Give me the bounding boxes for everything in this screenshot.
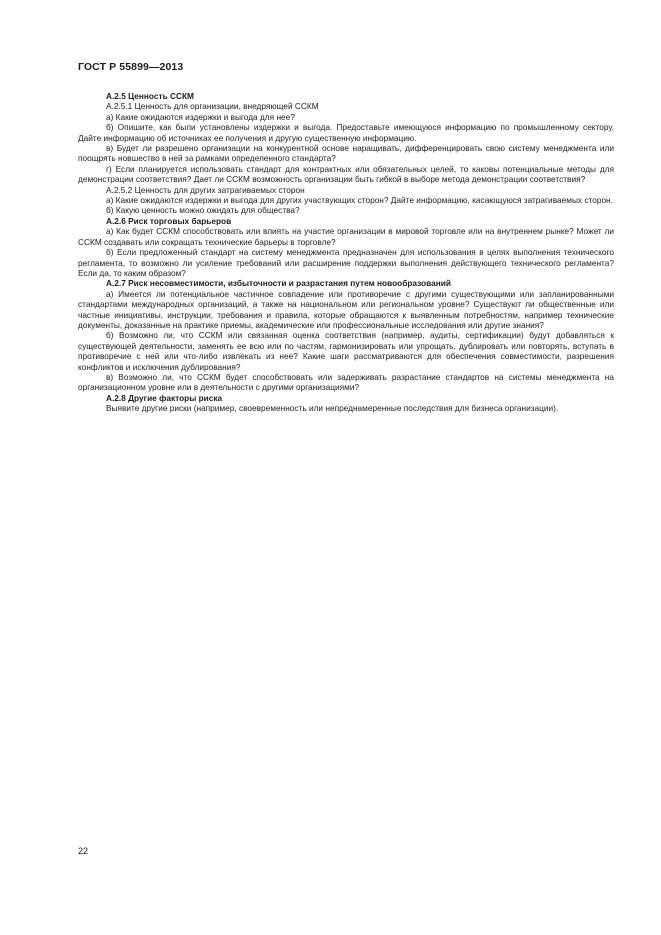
paragraph: в) Возможно ли, что ССКМ будет способствовать или задерживать разрастание стандартов на системы менеджмента на организационном уровне или в деятельности с другими организациями? bbox=[78, 371, 614, 393]
paragraph: г) Если планируется использовать стандарт для контрактных или обязательных целей, то каковы потенциальные методы для демонстрации соответствия? Дает ли ССКМ возможность организации быть гибкой в выборе метода демонстрации соответствия? bbox=[78, 163, 614, 185]
section-heading: А.2.7 Риск несовместимости, избыточности и разрастания путем новообразований bbox=[106, 278, 451, 289]
paragraph: а) Как будет ССКМ способствовать или влиять на участие организации в мировой торговле или на внутреннем рынке? Может ли ССКМ создавать или сокращать технические барьеры в торговле? bbox=[78, 226, 614, 247]
paragraph: в) Будет ли разрешено организации на конкурентной основе наращивать, дифференцировать свою систему менеджмента или поощрять новшество в ней за рамками определенного стандарта? bbox=[78, 143, 614, 164]
paragraph: а) Какие ожидаются издержки и выгода для нее? bbox=[106, 111, 295, 122]
section-heading: А.2.6 Риск торговых барьеров bbox=[106, 215, 232, 226]
paragraph: а) Имеется ли потенциальное частичное совпадение или противоречие с другими существующими или запланированными стандартами международных организаций, а также на национальном или региональном уровне? Существуют ли общественные или частные инициативы, инструкции, требования и правила, которые обращаются к выявленным потребностям, например технические документы, доказанные на практике приемы, академические или профессиональные исследования или другие знания? bbox=[78, 288, 614, 330]
section-heading: А.2.8 Другие факторы риска bbox=[106, 392, 223, 403]
paragraph: А.2.5.1 Ценность для организации, внедряющей ССКМ bbox=[106, 101, 319, 112]
paragraph: б) Опишите, как были установлены издержки и выгода. Предоставьте имеющуюся информацию по промышленному сектору. Дайте информацию об источниках ее получения и другую существенную информацию. bbox=[78, 122, 614, 143]
paragraph: Выявите другие риски (например, своевременность или непреднамеренные последствия для бизнеса организации). bbox=[106, 403, 559, 414]
paragraph: б) Какую ценность можно ожидать для общества? bbox=[106, 205, 300, 216]
paragraph: б) Возможно ли, что ССКМ или связанная оценка соответствия (например, аудиты, сертификации) будут добавляться к существующей деятельности, заменять ее всю или по частям, гармонизировать или упрощать, дублировать или повторять, вступать в противоречие с ней или что-либо извлекать из нее? Какие шаги рассматриваются для обеспечения совместимости, разрешения конфликтов и исключения дублирования? bbox=[78, 330, 614, 372]
document-body bbox=[78, 91, 614, 414]
paragraph: а) Какие ожидаются издержки и выгода для других участвующих сторон? Дайте информацию, касающуюся затрагиваемых сторон. bbox=[106, 195, 613, 206]
page-number: 22 bbox=[78, 846, 89, 856]
paragraph: А.2.5.2 Ценность для других затрагиваемых сторон bbox=[106, 184, 305, 195]
paragraph: б) Если предложенный стандарт на систему менеджмента предназначен для использования в целях выполнения технического регламента, то возможно ли усиление требований или расширение поддержки выполнения действующего технического регламента? Если да, то каким образом? bbox=[78, 247, 614, 278]
document-header: ГОСТ Р 55899—2013 bbox=[78, 61, 184, 73]
section-heading: А.2.5 Ценность ССКМ bbox=[106, 91, 194, 101]
